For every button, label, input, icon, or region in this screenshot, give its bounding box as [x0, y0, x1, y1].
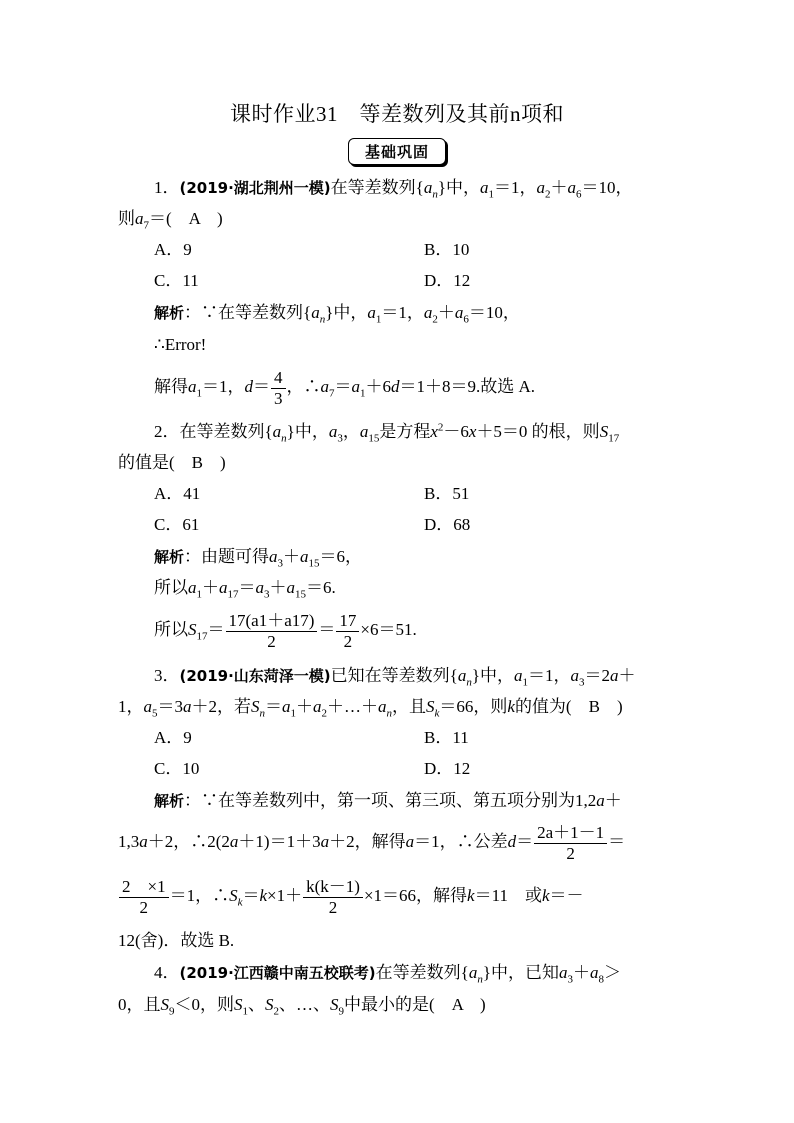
- q1-solution-line2: ∴Error!: [154, 335, 207, 354]
- fraction: $\frac{k(k-1)}{2}$: [303, 877, 363, 918]
- q3-option-b: B．11: [424, 728, 469, 747]
- page-title: 课时作业31 等差数列及其前n项和: [230, 102, 564, 126]
- q3-option-c: C．10: [154, 759, 200, 778]
- q4-answer: A: [451, 995, 464, 1014]
- q2-option-b: B．51: [424, 484, 470, 503]
- q1-option-d: D．12: [424, 271, 471, 290]
- q2-option-d: D．68: [424, 515, 471, 534]
- fraction: $\frac{17(a1+a17)}{2}$: [226, 611, 318, 652]
- fraction: $\frac{17}{2}$: [336, 611, 359, 652]
- q3-solution-line1: 解析：∵在等差数列中，第一项、第三项、第五项分别为1,2a＋: [154, 791, 622, 810]
- q2-solution-line3: 所以$S_{17}=$ $\frac{17(a1+a17)}{2}$ ＝ $\frac{17}{2}$ ×6＝51.: [154, 610, 417, 651]
- q2-option-c: C．61: [154, 515, 200, 534]
- q1-solution-line1: 解析：∵在等差数列$\{a_n\}$中，$a_1=1$，$a_2+a_6=10$，: [154, 303, 520, 326]
- q3-option-a: A．9: [154, 728, 192, 747]
- q3-line2: 1，$a_5=3a+2$，若$S_n=a_1+a_2+\dots+a_n$，且$S_k=66$，则k的值为( B ): [118, 697, 623, 720]
- q3-solution-line3: $\frac{2 \times 1}{2}$ ＝1，$\therefore S_k=k\times 1+$ $\frac{k(k-1)}{2}$ ×1＝66，解得k＝11 或k＝－: [118, 874, 584, 918]
- q1-option-a: A．9: [154, 240, 192, 259]
- q4-line1: 4．(2019·江西赣中南五校联考)在等差数列$\{a_n\}$中，已知$a_3+a_8>$: [154, 963, 622, 986]
- q2-answer: B: [191, 453, 204, 472]
- q2-solution-line1: 解析：由题可得$a_3+a_{15}=6$，: [154, 547, 363, 570]
- q2-option-a: A．41: [154, 484, 201, 503]
- q1-line1: 1．(2019·湖北荆州一模)在等差数列$\{a_n\}$中，$a_1=1$，$a_2+a_6=10$，: [154, 178, 633, 201]
- fraction: $\frac{4}{3}$: [271, 368, 286, 409]
- q1-option-b: B．10: [424, 240, 470, 259]
- section-badge: 基础巩固: [348, 138, 446, 165]
- q4-line2: 0，且$S_9<0$，则$S_1$、$S_2$、…、$S_9$中最小的是( A ): [118, 995, 486, 1018]
- q1-line2: 则$a_7=$( A ): [118, 209, 223, 232]
- q1-answer: A: [188, 209, 201, 228]
- section-badge-wrap: [0, 138, 794, 165]
- q1-solution-line3: 解得$a_1=1$，d＝ $\frac{4}{3}$ ，$\therefore a_7=a_1+6d=1+8=9$.故选 A.: [154, 367, 536, 408]
- fraction: $\frac{2 \times 1}{2}$: [119, 877, 169, 918]
- q2-line2: 的值是( B ): [118, 453, 226, 472]
- q2-solution-line2: 所以$a_1+a_{17}=a_3+a_{15}=6$.: [154, 578, 336, 601]
- q3-solution-line4: 12(舍)．故选 B.: [118, 931, 235, 950]
- q3-line1: 3．(2019·山东菏泽一模)已知在等差数列$\{a_n\}$中，$a_1=1$，$a_3=2a+$: [154, 666, 636, 689]
- q3-answer: B: [588, 697, 600, 716]
- fraction: $\frac{2a+1-1}{2}$: [534, 823, 607, 864]
- q1-option-c: C．11: [154, 271, 199, 290]
- q2-line1: 2．在等差数列$\{a_n\}$中，$a_3$，$a_{15}$是方程$x^2-6x+5=0$ 的根，则$S_{17}$: [154, 421, 620, 445]
- q3-solution-line2: 1,3a＋2，∴2(2a＋1)＝1＋3a＋2，解得a＝1，∴公差d＝ $\frac{2a+1-1}{2}$ ＝: [118, 822, 626, 863]
- q3-option-d: D．12: [424, 759, 471, 778]
